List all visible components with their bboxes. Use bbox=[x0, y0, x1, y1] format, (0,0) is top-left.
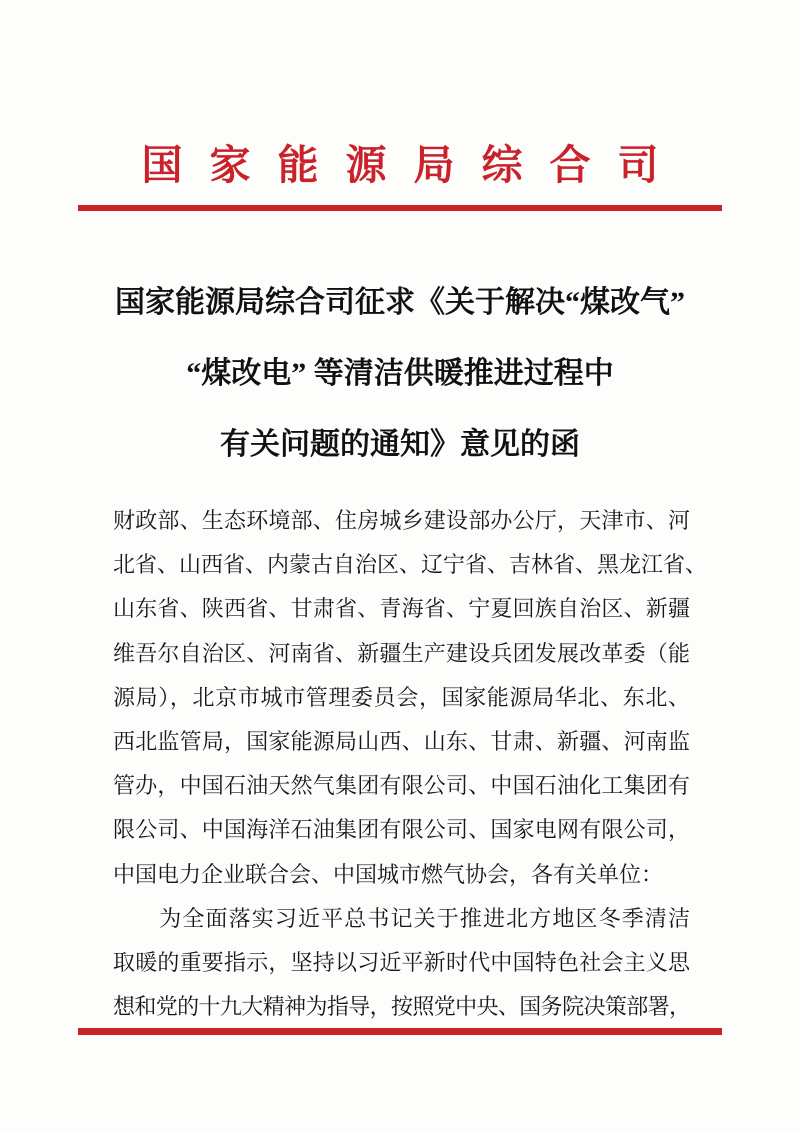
body-line: 山东省、陕西省、甘肃省、青海省、宁夏回族自治区、新疆 bbox=[113, 596, 690, 622]
body-line: 管办，中国石油天然气集团有限公司、中国石油化工集团有 bbox=[113, 773, 690, 799]
body-line: 为全面落实习近平总书记关于推进北方地区冬季清洁 bbox=[113, 905, 690, 931]
body-line: 限公司、中国海洋石油集团有限公司、国家电网有限公司， bbox=[113, 817, 690, 843]
body-line: 中国电力企业联合会、中国城市燃气协会，各有关单位： bbox=[113, 861, 664, 887]
document-title bbox=[40, 267, 760, 480]
body-line: 西北监管局，国家能源局山西、山东、甘肃、新疆、河南监 bbox=[113, 728, 690, 754]
title-line: 国家能源局综合司征求《关于解决“煤改气” bbox=[115, 286, 685, 319]
body-line: 源局），北京市城市管理委员会，国家能源局华北、东北、 bbox=[113, 684, 690, 710]
title-line: 有关问题的通知》意见的函 bbox=[220, 428, 580, 461]
body-line: 想和党的十九大精神为指导，按照党中央、国务院决策部署， bbox=[113, 994, 690, 1020]
letterhead-divider bbox=[78, 205, 722, 211]
body-line: 财政部、生态环境部、住房城乡建设部办公厅，天津市、河 bbox=[113, 508, 690, 533]
body-line: 北省、山西省、内蒙古自治区、辽宁省、吉林省、黑龙江省、 bbox=[113, 552, 708, 578]
body-line: 维吾尔自治区、河南省、新疆生产建设兵团发展改革委（能 bbox=[113, 640, 690, 666]
document-body bbox=[113, 499, 708, 1029]
footer-divider bbox=[78, 1028, 722, 1035]
letterhead-org-name: 国家能源局综合司 bbox=[141, 142, 686, 188]
title-line: “煤改电” 等清洁供暖推进过程中 bbox=[186, 357, 614, 390]
body-line: 取暖的重要指示，坚持以习近平新时代中国特色社会主义思 bbox=[113, 949, 690, 975]
